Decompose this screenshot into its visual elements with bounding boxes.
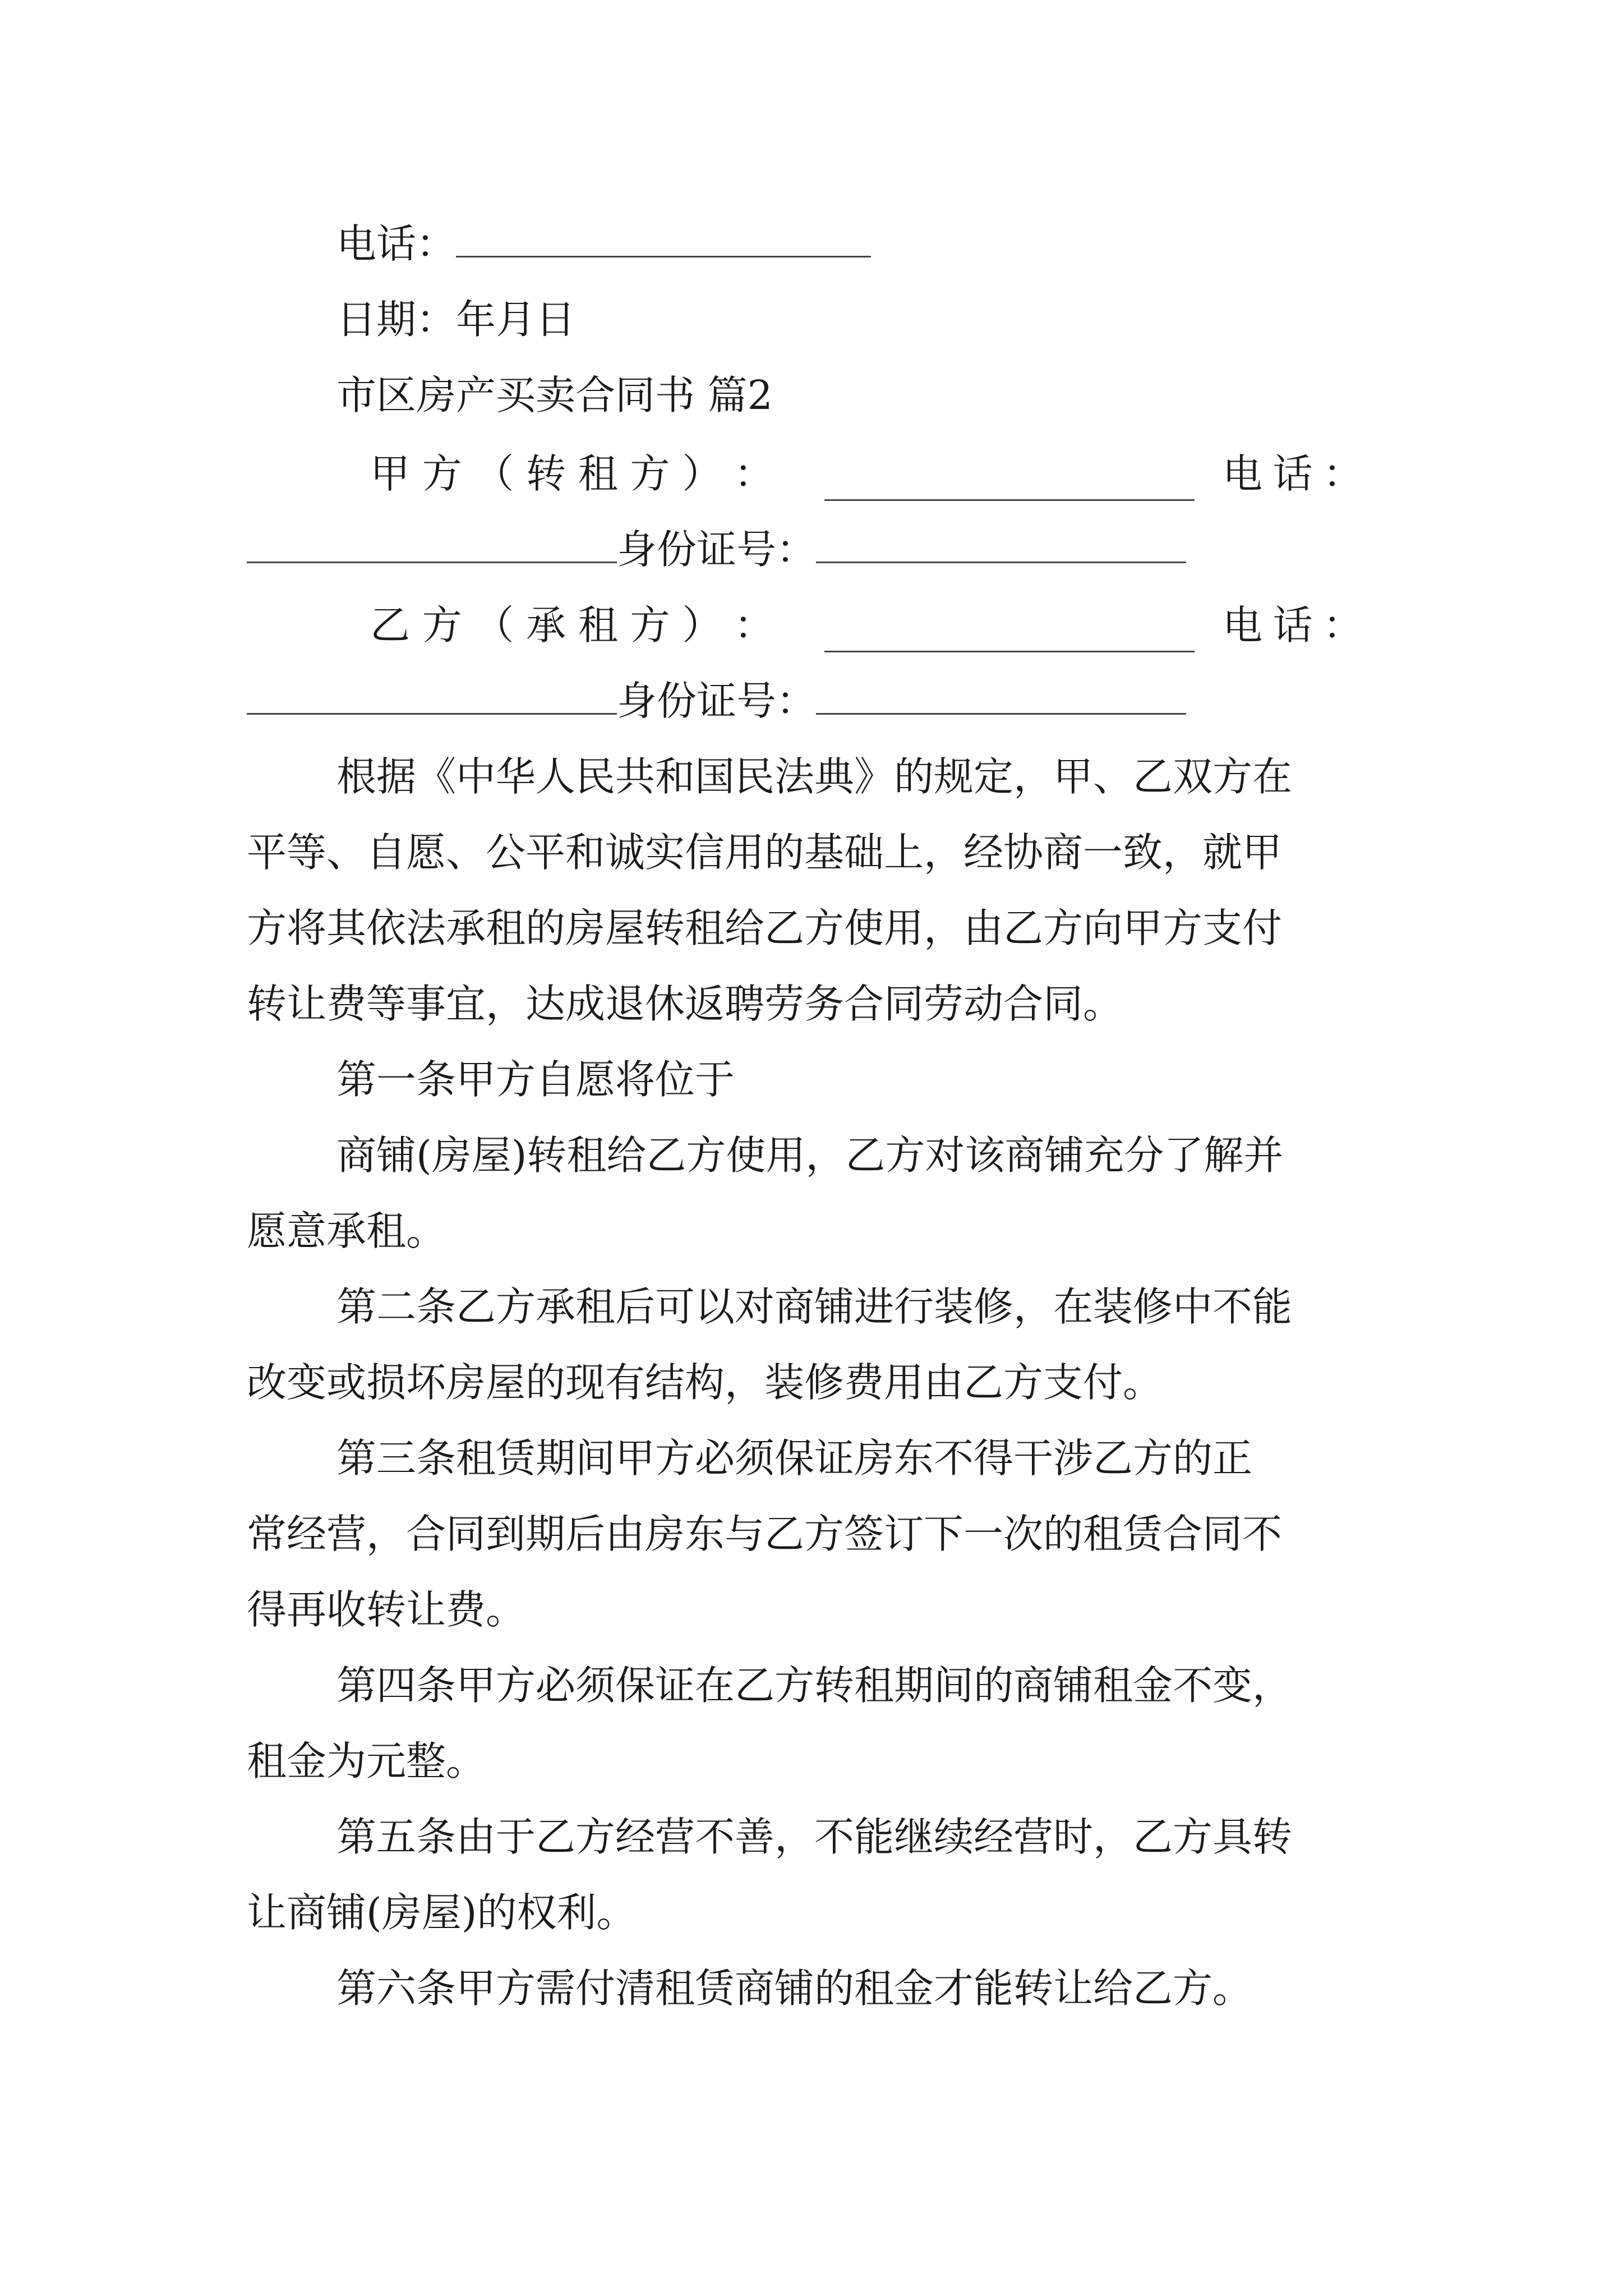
article-3-line-3: 得再收转让费。: [247, 1586, 526, 1633]
party-a-name-blank: [824, 460, 1195, 501]
party-a-id-label: 身份证号：: [617, 526, 817, 573]
article-2-line-2: 改变或损坏房屋的现有结构，装修费用由乙方支付。: [247, 1359, 1163, 1406]
intro-line-2: 平等、自愿、公平和诚实信用的基础上，经协商一致，就甲: [247, 829, 1283, 876]
article-4-line-1: 第四条甲方必须保证在乙方转租期间的商铺租金不变，: [336, 1662, 1293, 1709]
party-a-phone-blank: [247, 522, 617, 563]
article-4-line-2: 租金为元整。: [247, 1738, 486, 1784]
party-b-label: 乙 方 （ 承 租 方 ） ：: [370, 602, 774, 648]
party-a-phone-label: 电 话 ：: [1223, 450, 1363, 497]
article-2-line-1: 第二条乙方承租后可以对商铺进行装修，在装修中不能: [336, 1283, 1293, 1330]
article-6-line-1: 第六条甲方需付清租赁商铺的租金才能转让给乙方。: [336, 1965, 1253, 2012]
article-1-line-1: 商铺(房屋)转租给乙方使用，乙方对该商铺充分了解并: [336, 1132, 1284, 1179]
intro-line-4: 转让费等事宜，达成退休返聘劳务合同劳动合同。: [247, 981, 1123, 1027]
party-a-label: 甲 方 （ 转 租 方 ） ：: [370, 450, 774, 497]
phone-blank: [456, 217, 871, 257]
intro-line-3: 方将其依法承租的房屋转租给乙方使用，由乙方向甲方支付: [247, 905, 1283, 951]
party-b-phone-blank: [247, 674, 617, 715]
article-1-heading: 第一条甲方自愿将位于: [336, 1056, 735, 1103]
party-b-id-label: 身份证号：: [617, 678, 817, 724]
date-line: 日期：年月日: [336, 296, 576, 343]
party-b-phone-label: 电 话 ：: [1223, 602, 1363, 648]
party-b-id-line: [247, 673, 1186, 729]
section-title: 市区房产买卖合同书 篇2: [336, 372, 773, 418]
party-b-name-blank: [824, 611, 1195, 652]
article-3-line-2: 常经营，合同到期后由房东与乙方签订下一次的租赁合同不: [247, 1511, 1283, 1557]
phone-label: 电话：: [336, 220, 457, 267]
article-5-line-2: 让商铺(房屋)的权利。: [247, 1889, 637, 1936]
party-a-id-line: [247, 522, 1186, 578]
article-1-line-2: 愿意承租。: [247, 1208, 446, 1254]
intro-line-1: 根据《中华人民共和国民法典》的规定，甲、乙双方在: [336, 753, 1293, 800]
phone-line: [336, 216, 871, 272]
article-5-line-1: 第五条由于乙方经营不善，不能继续经营时，乙方具转: [336, 1814, 1293, 1860]
party-a-id-blank: [816, 522, 1186, 563]
party-b-id-blank: [816, 674, 1186, 715]
article-3-line-1: 第三条租赁期间甲方必须保证房东不得干涉乙方的正: [336, 1435, 1253, 1481]
